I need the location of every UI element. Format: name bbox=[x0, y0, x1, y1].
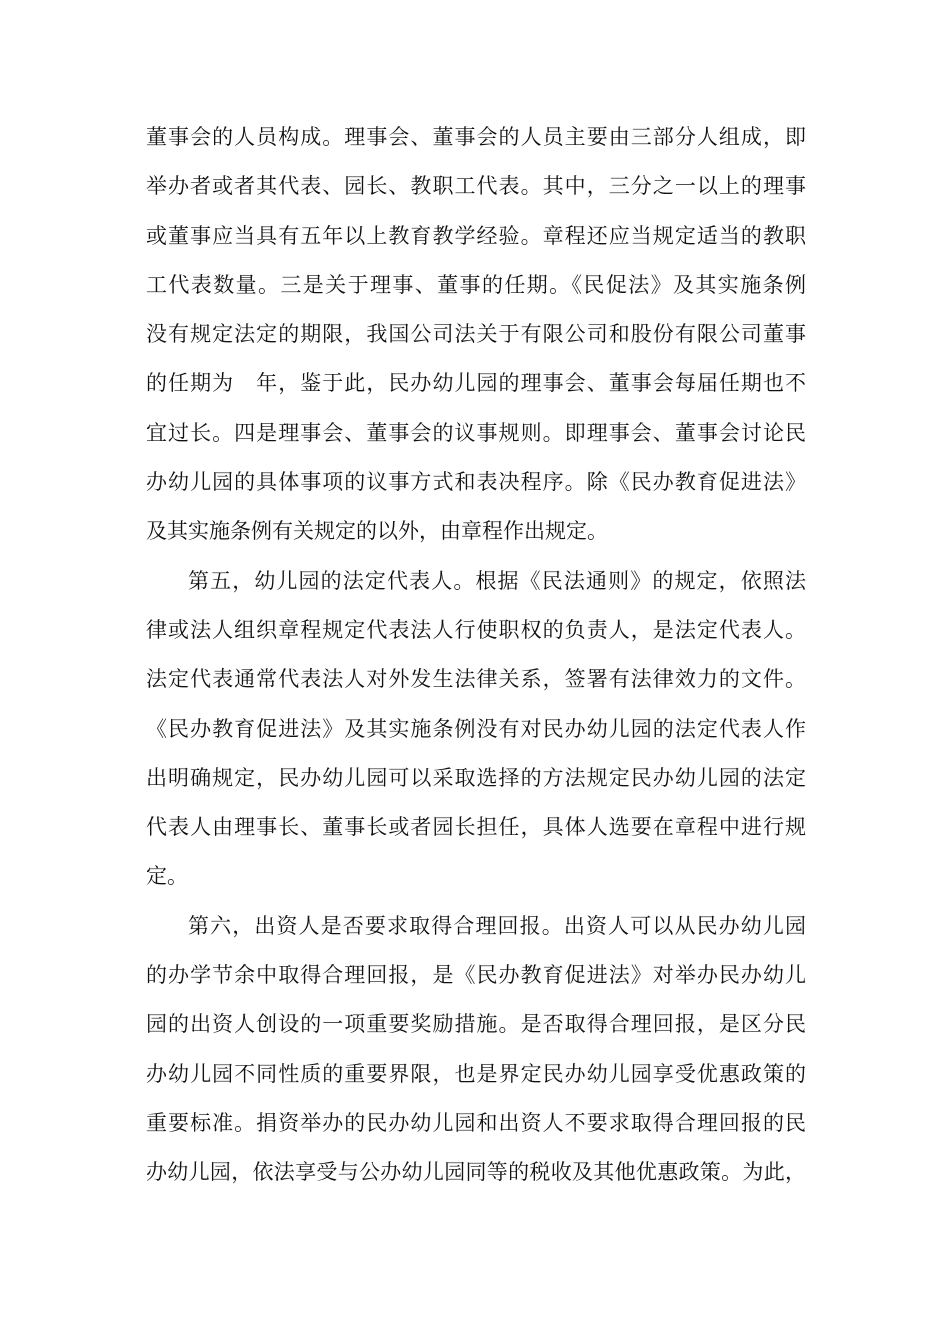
text-line: 没有规定法定的期限，我国公司法关于有限公司和股份有限公司董事 bbox=[146, 322, 806, 347]
text-line: 或董事应当具有五年以上教育教学经验。章程还应当规定适当的教职 bbox=[146, 223, 806, 248]
text-line: 工代表数量。三是关于理事、董事的任期。《民促法》及其实施条例 bbox=[146, 272, 806, 297]
text-line: 办幼儿园不同性质的重要界限，也是界定民办幼儿园享受优惠政策的 bbox=[146, 1061, 806, 1086]
text-line: 定。 bbox=[146, 864, 188, 889]
text-line: 出明确规定，民办幼儿园可以采取选择的方法规定民办幼儿园的法定 bbox=[146, 765, 806, 790]
text-line: 律或法人组织章程规定代表法人行使职权的负责人，是法定代表人。 bbox=[146, 617, 806, 642]
body-text bbox=[146, 113, 806, 1198]
text-line: 董事会的人员构成。理事会、董事会的人员主要由三部分人组成，即 bbox=[146, 125, 806, 149]
text-line: 宜过长。四是理事会、董事会的议事规则。即理事会、董事会讨论民 bbox=[146, 420, 806, 445]
text-line: 办幼儿园的具体事项的议事方式和表决程序。除《民办教育促进法》 bbox=[146, 470, 806, 495]
text-line: 《民办教育促进法》及其实施条例没有对民办幼儿园的法定代表人作 bbox=[146, 716, 806, 741]
paragraph-start-line: 第五，幼儿园的法定代表人。根据《民法通则》的规定，依照法 bbox=[188, 568, 806, 593]
text-line: 办幼儿园，依法享受与公办幼儿园同等的税收及其他优惠政策。为此， bbox=[146, 1160, 806, 1185]
text-line: 园的出资人创设的一项重要奖励措施。是否取得合理回报，是区分民 bbox=[146, 1012, 806, 1037]
text-line: 的办学节余中取得合理回报，是《民办教育促进法》对举办民办幼儿 bbox=[146, 963, 806, 988]
text-line: 及其实施条例有关规定的以外，由章程作出规定。 bbox=[146, 519, 608, 544]
text-line: 举办者或者其代表、园长、教职工代表。其中，三分之一以上的理事 bbox=[146, 174, 806, 199]
text-line: 法定代表通常代表法人对外发生法律关系，签署有法律效力的文件。 bbox=[146, 667, 806, 692]
paragraph-start-line: 第六，出资人是否要求取得合理回报。出资人可以从民办幼儿园 bbox=[188, 913, 806, 938]
text-line: 代表人由理事长、董事长或者园长担任，具体人选要在章程中进行规 bbox=[146, 815, 806, 840]
text-line: 的任期为 年，鉴于此，民办幼儿园的理事会、董事会每届任期也不 bbox=[146, 371, 806, 396]
text-line: 重要标准。捐资举办的民办幼儿园和出资人不要求取得合理回报的民 bbox=[146, 1110, 806, 1135]
